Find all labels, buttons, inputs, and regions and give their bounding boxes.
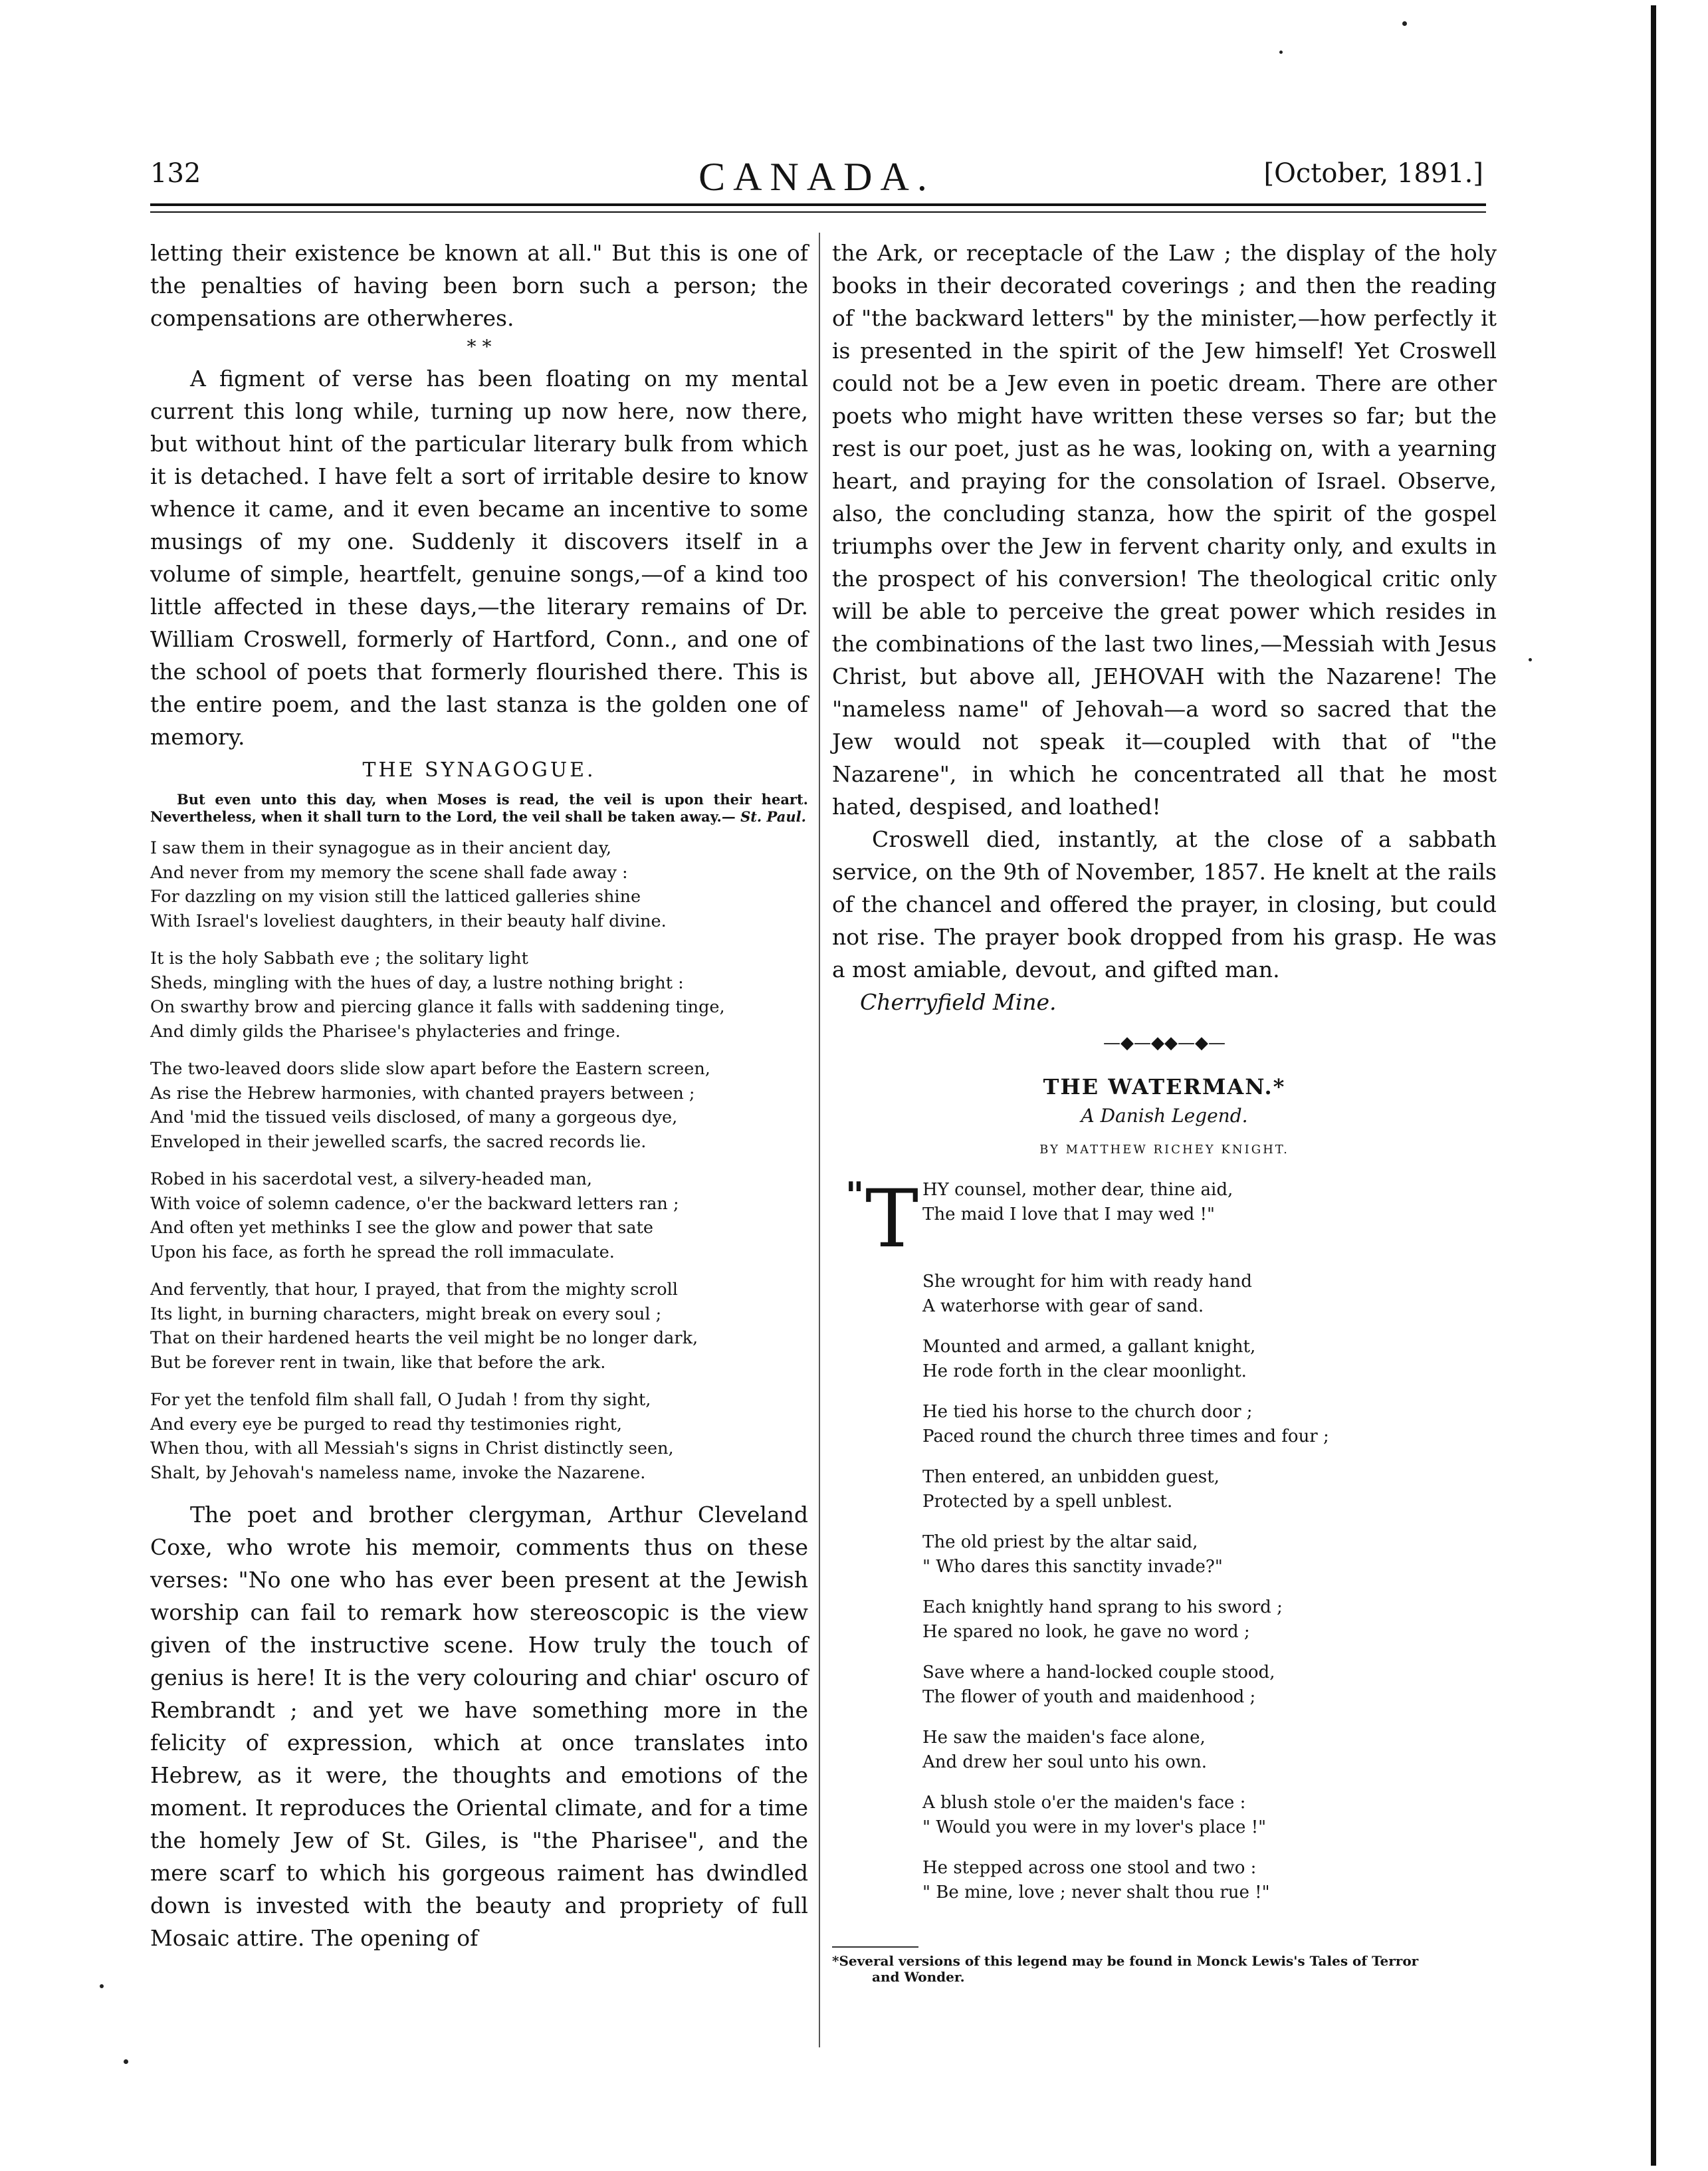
poem-line: Paced round the church three times and four ; <box>922 1427 1329 1446</box>
epigraph <box>150 791 808 826</box>
poem-line: And never from my memory the scene shall fade away : <box>150 862 628 883</box>
poem-line: The old priest by the altar said, <box>922 1532 1198 1552</box>
poem-stanza <box>150 947 808 1044</box>
byline: BY MATTHEW RICHEY KNIGHT. <box>1039 1143 1289 1157</box>
epigraph-text: But even unto this day, when Moses is read, the veil is upon their heart. Nevertheless, when it shall turn to the Lord, the veil shall be taken away.— <box>150 791 808 825</box>
paragraph: A figment of verse has been floating on my mental current this long while, turning up now here, now there, but without hint of the particular literary bulk from which it is detached. I have felt a sort of irritable desire to know whence it came, and it even became an incentive to some musings of my one. Suddenly it discovers itself in a volume of simple, heartfelt, genuine songs,—of a kind too little affected in these days,—the literary remains of Dr. William Croswell, formerly of Hartford, Conn., and one of the school of poets that formerly flourished there. This is the entire poem, and the last stanza is the golden one of memory. <box>150 366 808 750</box>
poem-line: " Be mine, love ; never shalt thou rue !" <box>922 1883 1270 1902</box>
poem-line: With Israel's loveliest daughters, in their beauty half divine. <box>150 911 667 931</box>
poem-title: THE SYNAGOGUE. <box>362 758 596 782</box>
poem-line: She wrought for him with ready hand <box>922 1272 1252 1292</box>
footnote-line: *Several versions of this legend may be found in Monck Lewis's Tales of Terror <box>832 1953 1419 1969</box>
paragraph: letting their existence be known at all." But this is one of the penalties of having been born such a person; the compensations are otherwheres. <box>150 240 808 331</box>
footnote <box>832 1953 1497 1985</box>
poem-line: On swarthy brow and piercing glance it falls with saddening tinge, <box>150 997 725 1017</box>
poem-line: That on their hardened hearts the veil might be no longer dark, <box>150 1328 698 1348</box>
poem-line: The maid I love that I may wed !" <box>922 1204 1215 1224</box>
masthead: CANADA. <box>698 155 935 199</box>
poem-line: Each knightly hand sprang to his sword ; <box>922 1597 1283 1617</box>
print-speck <box>124 2059 128 2064</box>
page-edge-bar <box>1651 5 1656 2166</box>
poem-line: Sheds, mingling with the hues of day, a lustre nothing bright : <box>150 972 684 993</box>
poem-line: Upon his face, as forth he spread the roll immaculate. <box>150 1242 615 1262</box>
synagogue-poem <box>150 836 808 1485</box>
page-header <box>150 154 1483 197</box>
poem-line: Enveloped in their jewelled scarfs, the sacred records lie. <box>150 1131 647 1152</box>
poem-line: For yet the tenfold film shall fall, O Judah ! from thy sight, <box>150 1390 651 1410</box>
story-title: THE WATERMAN.* <box>1043 1074 1286 1099</box>
poem-line: The flower of youth and maidenhood ; <box>922 1687 1256 1707</box>
poem-line: And dimly gilds the Pharisee's phylacteries and fringe. <box>150 1021 621 1042</box>
poem-line: For dazzling on my vision still the latticed galleries shine <box>150 887 641 907</box>
poem-line: And often yet methinks I see the glow and power that sate <box>150 1218 653 1238</box>
paragraph: the Ark, or receptacle of the Law ; the display of the holy books in their decorated coverings ; and then the reading of "the backward letters" by the minister,—how perfectly it is presented in the spirit of the Jew himself! Yet Croswell could not be a Jew even in poetic dream. There are other poets who might have written these verses so far; but the rest is our poet, just as he was, looking on, with a yearning heart, and praying for the consolation of Israel. Observe, also, the concluding stanza, how the spirit of the gospel triumphs over the Jew in fervent charity only, and exults in the prospect of his conversion! The theological critic only will be able to perceive the great power which resides in the combinations of the last two lines,—Messiah with Jesus Christ, but above all, JEHOVAH with the Nazarene! The "nameless name" of Jehovah—a word so sacred that the Jew would not speak it—coupled with that of "the Nazarene", in which he concentrated all that he most hated, despised, and loathed! <box>832 240 1497 820</box>
waterman-poem <box>832 1270 1497 1905</box>
header-rule-thin <box>150 211 1486 213</box>
print-speck <box>1402 21 1407 26</box>
poem-stanza <box>922 1465 1497 1514</box>
poem-line: A blush stole o'er the maiden's face : <box>922 1793 1246 1813</box>
poem-line: He saw the maiden's face alone, <box>922 1728 1206 1748</box>
left-column <box>150 237 808 1954</box>
poem-line: He rode forth in the clear moonlight. <box>922 1361 1247 1381</box>
poem-line: Protected by a spell unblest. <box>922 1492 1173 1512</box>
header-rule-thick <box>150 203 1486 206</box>
print-speck <box>1529 658 1532 661</box>
poem-stanza <box>922 1335 1497 1384</box>
poem-line: He spared no look, he gave no word ; <box>922 1622 1250 1642</box>
story-subtitle: A Danish Legend. <box>1081 1105 1248 1127</box>
poem-line: Shalt, by Jehovah's nameless name, invoke the Nazarene. <box>150 1462 646 1483</box>
poem-line: And drew her soul unto his own. <box>922 1752 1207 1772</box>
opening-lines <box>922 1178 1233 1227</box>
poem-line: " Would you were in my lover's place !" <box>922 1817 1267 1837</box>
section-stars: * * <box>467 336 492 358</box>
poem-stanza <box>922 1660 1497 1710</box>
poem-stanza <box>922 1595 1497 1645</box>
issue-date: [October, 1891.] <box>1263 158 1483 189</box>
poem-line: He stepped across one stool and two : <box>922 1858 1257 1878</box>
poem-stanza <box>150 1167 808 1264</box>
print-speck <box>1279 51 1283 54</box>
poem-stanza <box>922 1726 1497 1775</box>
poem-line: But be forever rent in twain, like that before the ark. <box>150 1352 606 1373</box>
poem-stanza <box>922 1400 1497 1449</box>
poem-line: " Who dares this sanctity invade?" <box>922 1557 1223 1577</box>
drop-cap: T <box>865 1173 919 1266</box>
poem-line: I saw them in their synagogue as in their ancient day, <box>150 838 611 858</box>
opening-stanza <box>832 1173 1497 1270</box>
poem-line: Mounted and armed, a gallant knight, <box>922 1337 1256 1357</box>
paragraph: The poet and brother clergyman, Arthur Cleveland Coxe, who wrote his memoir, comments thus on these verses: "No one who has ever been present at the Jewish worship can fail to remark how stereoscopic is the view given of the instructive scene. How truly the touch of genius is here! It is the very colouring and chiar' oscuro of Rembrandt ; and yet we have something more in the felicity of expression, which at once translates into Hebrew, as it were, the thoughts and emotions of the moment. It reproduces the Oriental climate, and for a time the homely Jew of St. Giles, is "the Pharisee", and the mere scarf to which his gorgeous raiment has dwindled down is invested with the beauty and propriety of full Mosaic attire. The opening of <box>150 1502 808 1951</box>
poem-line: Then entered, an unbidden guest, <box>922 1467 1220 1487</box>
poem-stanza <box>150 1057 808 1154</box>
poem-line: And 'mid the tissued veils disclosed, of many a gorgeous dye, <box>150 1107 678 1127</box>
poem-stanza <box>922 1530 1497 1579</box>
poem-line: HY counsel, mother dear, thine aid, <box>922 1180 1233 1200</box>
poem-stanza <box>150 1388 808 1485</box>
column-divider <box>819 233 820 2047</box>
signature: Cherryfield Mine. <box>860 989 1057 1015</box>
poem-stanza <box>150 836 808 933</box>
poem-stanza <box>922 1791 1497 1840</box>
poem-stanza <box>922 1856 1497 1905</box>
poem-line: When thou, with all Messiah's signs in Christ distinctly seen, <box>150 1438 674 1458</box>
poem-stanza <box>922 1270 1497 1319</box>
ornament-divider: —◆—◆◆—◆— <box>1103 1033 1226 1053</box>
poem-stanza <box>150 1278 808 1375</box>
poem-line: With voice of solemn cadence, o'er the backward letters ran ; <box>150 1193 679 1214</box>
print-speck <box>100 1984 104 1988</box>
poem-line: Robed in his sacerdotal vest, a silvery-headed man, <box>150 1169 593 1189</box>
footnote-rule <box>832 1946 918 1948</box>
poem-line: Save where a hand-locked couple stood, <box>922 1662 1275 1682</box>
poem-line: And fervently, that hour, I prayed, that from the mighty scroll <box>150 1280 678 1300</box>
epigraph-source: St. Paul. <box>740 808 806 825</box>
poem-line: Its light, in burning characters, might break on every soul ; <box>150 1304 662 1324</box>
right-column <box>832 237 1497 1921</box>
poem-line: He tied his horse to the church door ; <box>922 1402 1253 1422</box>
poem-line: And every eye be purged to read thy testimonies right, <box>150 1414 623 1434</box>
poem-line: The two-leaved doors slide slow apart before the Eastern screen, <box>150 1059 710 1079</box>
page-number: 132 <box>150 158 201 189</box>
footnote-line: and Wonder. <box>872 1969 965 1985</box>
poem-line: A waterhorse with gear of sand. <box>922 1296 1204 1316</box>
opening-quote-mark: " <box>845 1174 865 1216</box>
paragraph: Croswell died, instantly, at the close of a sabbath service, on the 9th of November, 1857. He knelt at the rails of the chancel and offered the prayer, in closing, but could not rise. The prayer book dropped from his grasp. He was a most amiable, devout, and gifted man. <box>832 826 1497 982</box>
poem-line: It is the holy Sabbath eve ; the solitary light <box>150 949 528 969</box>
poem-line: As rise the Hebrew harmonies, with chanted prayers between ; <box>150 1083 695 1103</box>
